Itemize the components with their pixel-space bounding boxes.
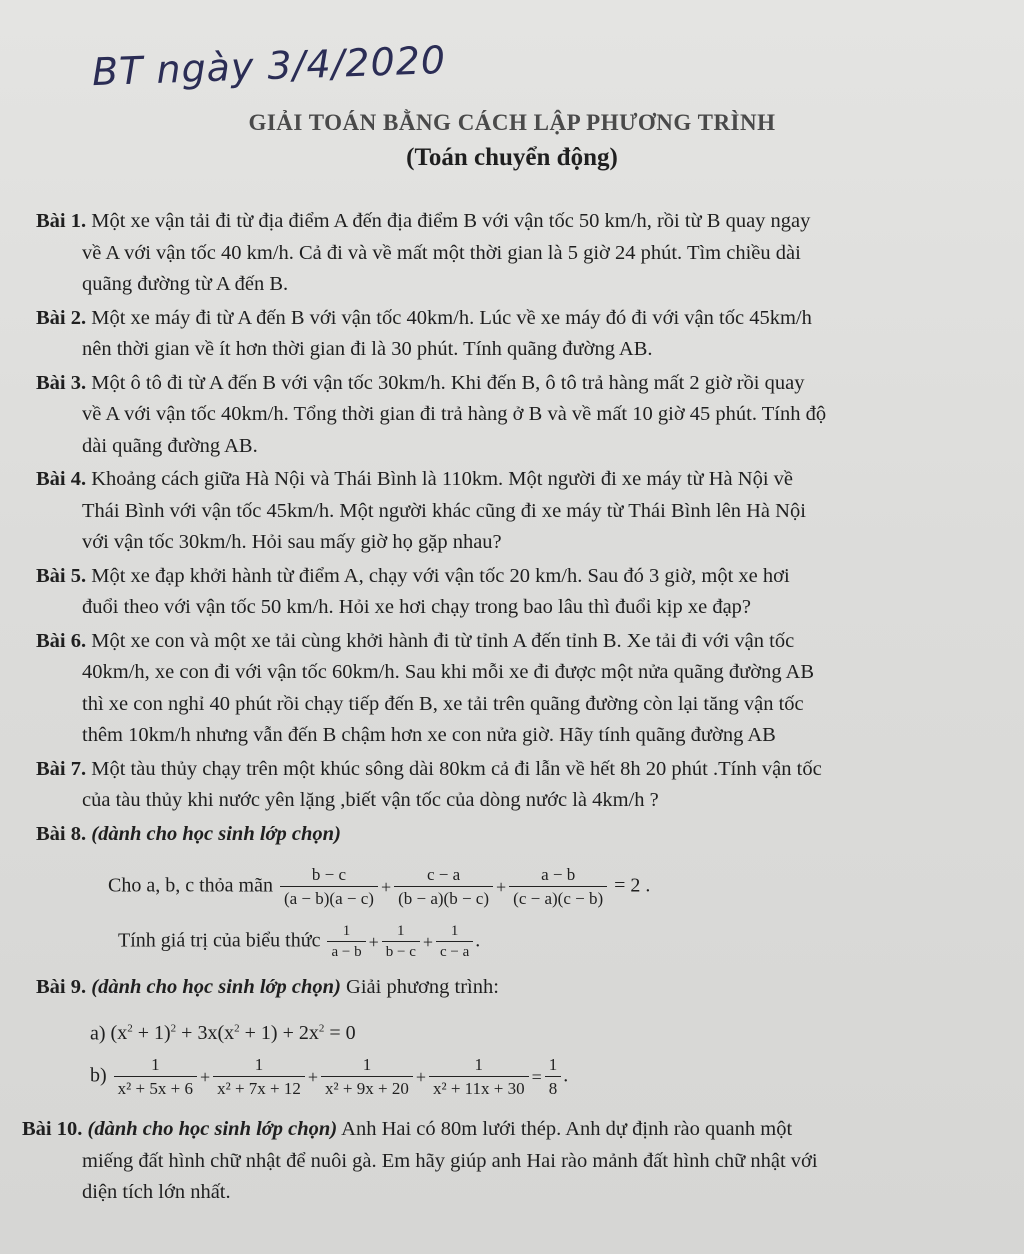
problem-line: Một xe vận tải đi từ địa điểm A đến địa điểm B với vận tốc 50 km/h, rồi từ B quay ngay <box>91 210 811 232</box>
problem-line: Một ô tô đi từ A đến B với vận tốc 30km/h. Khi đến B, ô tô trả hàng mất 2 giờ rồi quay <box>91 371 805 394</box>
problem-line: nên thời gian về ít hơn thời gian đi là 30 phút. Tính quãng đường AB. <box>82 338 653 360</box>
handwritten-date-note: BT ngày 3/4/2020 <box>91 37 447 95</box>
frac-num: 1 <box>474 1055 484 1075</box>
frac-num: 1 <box>254 1055 264 1075</box>
problem-4 <box>36 464 996 559</box>
frac-den: x² + 9x + 20 <box>321 1076 413 1100</box>
problem-label: Bài 7. <box>36 757 87 780</box>
frac-num: 1 <box>342 923 351 939</box>
worksheet-subtitle: (Toán chuyển động) <box>406 144 618 171</box>
problem-7 <box>36 754 996 817</box>
bai9-rhs-frac <box>545 1054 562 1100</box>
bai8-ask <box>36 922 996 962</box>
problem-note: (dành cho học sinh lớp chọn) <box>91 976 341 998</box>
bai9-frac-4 <box>429 1054 529 1100</box>
frac-den: x² + 5x + 6 <box>114 1076 197 1100</box>
problem-label: Bài 2. <box>36 306 87 329</box>
bai9-frac-3 <box>321 1054 413 1100</box>
frac-den: x² + 7x + 12 <box>213 1076 305 1100</box>
frac-den: x² + 11x + 30 <box>429 1076 529 1100</box>
period: . <box>475 929 481 952</box>
bai8-ask-frac-3 <box>436 922 473 962</box>
problem-line: Anh Hai có 80m lưới thép. Anh dự định rào quanh một <box>341 1118 793 1141</box>
frac-den: c − a <box>436 941 473 962</box>
frac-num: b − c <box>311 865 347 884</box>
problem-line: Một xe con và một xe tải cùng khởi hành đi từ tỉnh A đến tỉnh B. Xe tải đi với vận tốc <box>91 629 795 652</box>
problem-line: quãng đường từ A đến B. <box>82 273 289 295</box>
part-label: b) <box>90 1064 107 1087</box>
plain-problems <box>36 206 996 817</box>
problem-line: của tàu thủy khi nước yên lặng ,biết vận tốc của dòng nước là 4km/h ? <box>82 789 659 811</box>
frac-num: a − b <box>541 865 576 884</box>
problem-2 <box>36 303 996 366</box>
frac-num: 1 <box>548 1055 558 1075</box>
frac-den: a − b <box>327 941 365 962</box>
frac-den: 8 <box>545 1076 562 1100</box>
problem-line: 40km/h, xe con đi với vận tốc 60km/h. Sau khi mỗi xe đi được một nửa quãng đường AB <box>82 661 815 683</box>
plus-sign: + <box>307 1067 319 1088</box>
bai8-ask-text: Tính giá trị của biểu thức <box>118 929 321 952</box>
problem-label: Bài 4. <box>36 468 87 490</box>
bai9-part-b: b) $\frac{1}{\text{x² + 5x + 6}}$ + $\frac{1}{\text{x² + 7x + 12}}$ + $\frac{1}{\text{x² + 9x + 20}}$ + $\frac{1}{\text{x² + 11x + 30}}$ = $\frac{1}{8}$ . <box>90 1055 569 1099</box>
frac-den: (c − a)(c − b) <box>509 886 607 910</box>
problem-label: Bài 1. <box>36 210 87 232</box>
frac-den: (a − b)(a − c) <box>280 886 378 910</box>
bai9-frac-1 <box>114 1054 197 1100</box>
problem-10 <box>22 1114 996 1209</box>
bai8-given-rhs: = 2 . <box>614 874 651 897</box>
equals-sign: = <box>531 1067 542 1088</box>
problem-label: Bài 8. <box>36 822 87 845</box>
problem-label: Bài 6. <box>36 629 87 652</box>
problem-8 <box>36 819 996 851</box>
problem-list <box>22 206 996 1211</box>
bai8-frac-2 <box>394 864 493 910</box>
problem-line: miếng đất hình chữ nhật để nuôi gà. Em hãy giúp anh Hai rào mảnh đất hình chữ nhật với <box>82 1149 818 1172</box>
bai9-part-a <box>36 1016 996 1047</box>
problem-line: Một xe đạp khởi hành từ điểm A, chạy với vận tốc 20 km/h. Sau đó 3 giờ, một xe hơi <box>91 564 790 587</box>
problem-3 <box>36 368 996 463</box>
bai8-ask-frac-2 <box>382 922 420 962</box>
problem-line: Khoảng cách giữa Hà Nội và Thái Bình là 110km. Một người đi xe máy từ Hà Nội về <box>91 468 793 490</box>
bai8-given <box>36 864 996 910</box>
problem-line: diện tích lớn nhất. <box>82 1181 231 1204</box>
plus-sign: + <box>368 932 379 952</box>
problem-line: Một xe máy đi từ A đến B với vận tốc 40km/h. Lúc về xe máy đó đi với vận tốc 45km/h <box>91 306 812 329</box>
frac-den: (b − a)(b − c) <box>394 886 493 910</box>
plus-sign: + <box>380 877 392 897</box>
frac-num: 1 <box>450 923 459 939</box>
bai8-frac-1 <box>280 864 378 910</box>
problem-6 <box>36 626 996 752</box>
plus-sign: + <box>496 877 507 897</box>
problem-label: Bài 9. <box>36 976 87 998</box>
problem-note: (dành cho học sinh lớp chọn) <box>91 822 341 845</box>
problem-5 <box>36 561 996 624</box>
problem-intro: Giải phương trình: <box>346 976 499 998</box>
frac-den: b − c <box>382 941 420 962</box>
problem-label: Bài 3. <box>36 371 87 394</box>
problem-line: thêm 10km/h nhưng vẫn đến B chậm hơn xe con nửa giờ. Hãy tính quãng đường AB <box>82 724 776 746</box>
bai8-ask-frac-1 <box>327 922 365 962</box>
frac-num: 1 <box>397 923 405 939</box>
problem-line: thì xe con nghỉ 40 phút rồi chạy tiếp đến B, xe tải trên quãng đường còn lại tăng vận tốc <box>82 692 804 715</box>
frac-num: c − a <box>426 865 461 884</box>
bai8-given-text: Cho a, b, c thỏa mãn <box>108 874 273 897</box>
plus-sign: + <box>415 1067 426 1088</box>
bai9-equation-a: $(x^2 + 1)^2 + 3x(x^2 + 1) + 2x^2 = 0$ <box>110 1022 356 1045</box>
bai8-frac-3 <box>509 864 607 910</box>
bai9-frac-2 <box>213 1054 305 1100</box>
problem-1 <box>36 206 996 301</box>
problem-label: Bài 5. <box>36 564 87 587</box>
problem-line: về A với vận tốc 40 km/h. Cả đi và về mất một thời gian là 5 giờ 24 phút. Tìm chiều dài <box>82 241 801 264</box>
problem-line: với vận tốc 30km/h. Hỏi sau mấy giờ họ gặp nhau? <box>82 531 502 553</box>
part-label: a) <box>90 1022 106 1045</box>
problem-label: Bài 10. <box>22 1118 83 1141</box>
worksheet-title: GIẢI TOÁN BẰNG CÁCH LẬP PHƯƠNG TRÌNH <box>248 110 776 135</box>
problem-line: Thái Bình với vận tốc 45km/h. Một người khác cũng đi xe máy từ Thái Bình lên Hà Nội <box>82 499 806 522</box>
problem-line: về A với vận tốc 40km/h. Tổng thời gian đi trả hàng ở B và về mất 10 giờ 45 phút. Tính độ <box>82 403 827 425</box>
problem-note: (dành cho học sinh lớp chọn) <box>87 1118 338 1141</box>
problem-line: Một tàu thủy chạy trên một khúc sông dài 80km cả đi lẫn về hết 8h 20 phút .Tính vận tốc <box>91 757 822 780</box>
frac-num: 1 <box>151 1055 160 1075</box>
problem-9 <box>36 972 996 1004</box>
frac-num: 1 <box>362 1055 372 1075</box>
problem-line: dài quãng đường AB. <box>82 434 258 457</box>
problem-line: đuổi theo với vận tốc 50 km/h. Hỏi xe hơi chạy trong bao lâu thì đuổi kịp xe đạp? <box>82 596 752 618</box>
plus-sign: + <box>422 932 434 952</box>
plus-sign: + <box>199 1067 211 1088</box>
